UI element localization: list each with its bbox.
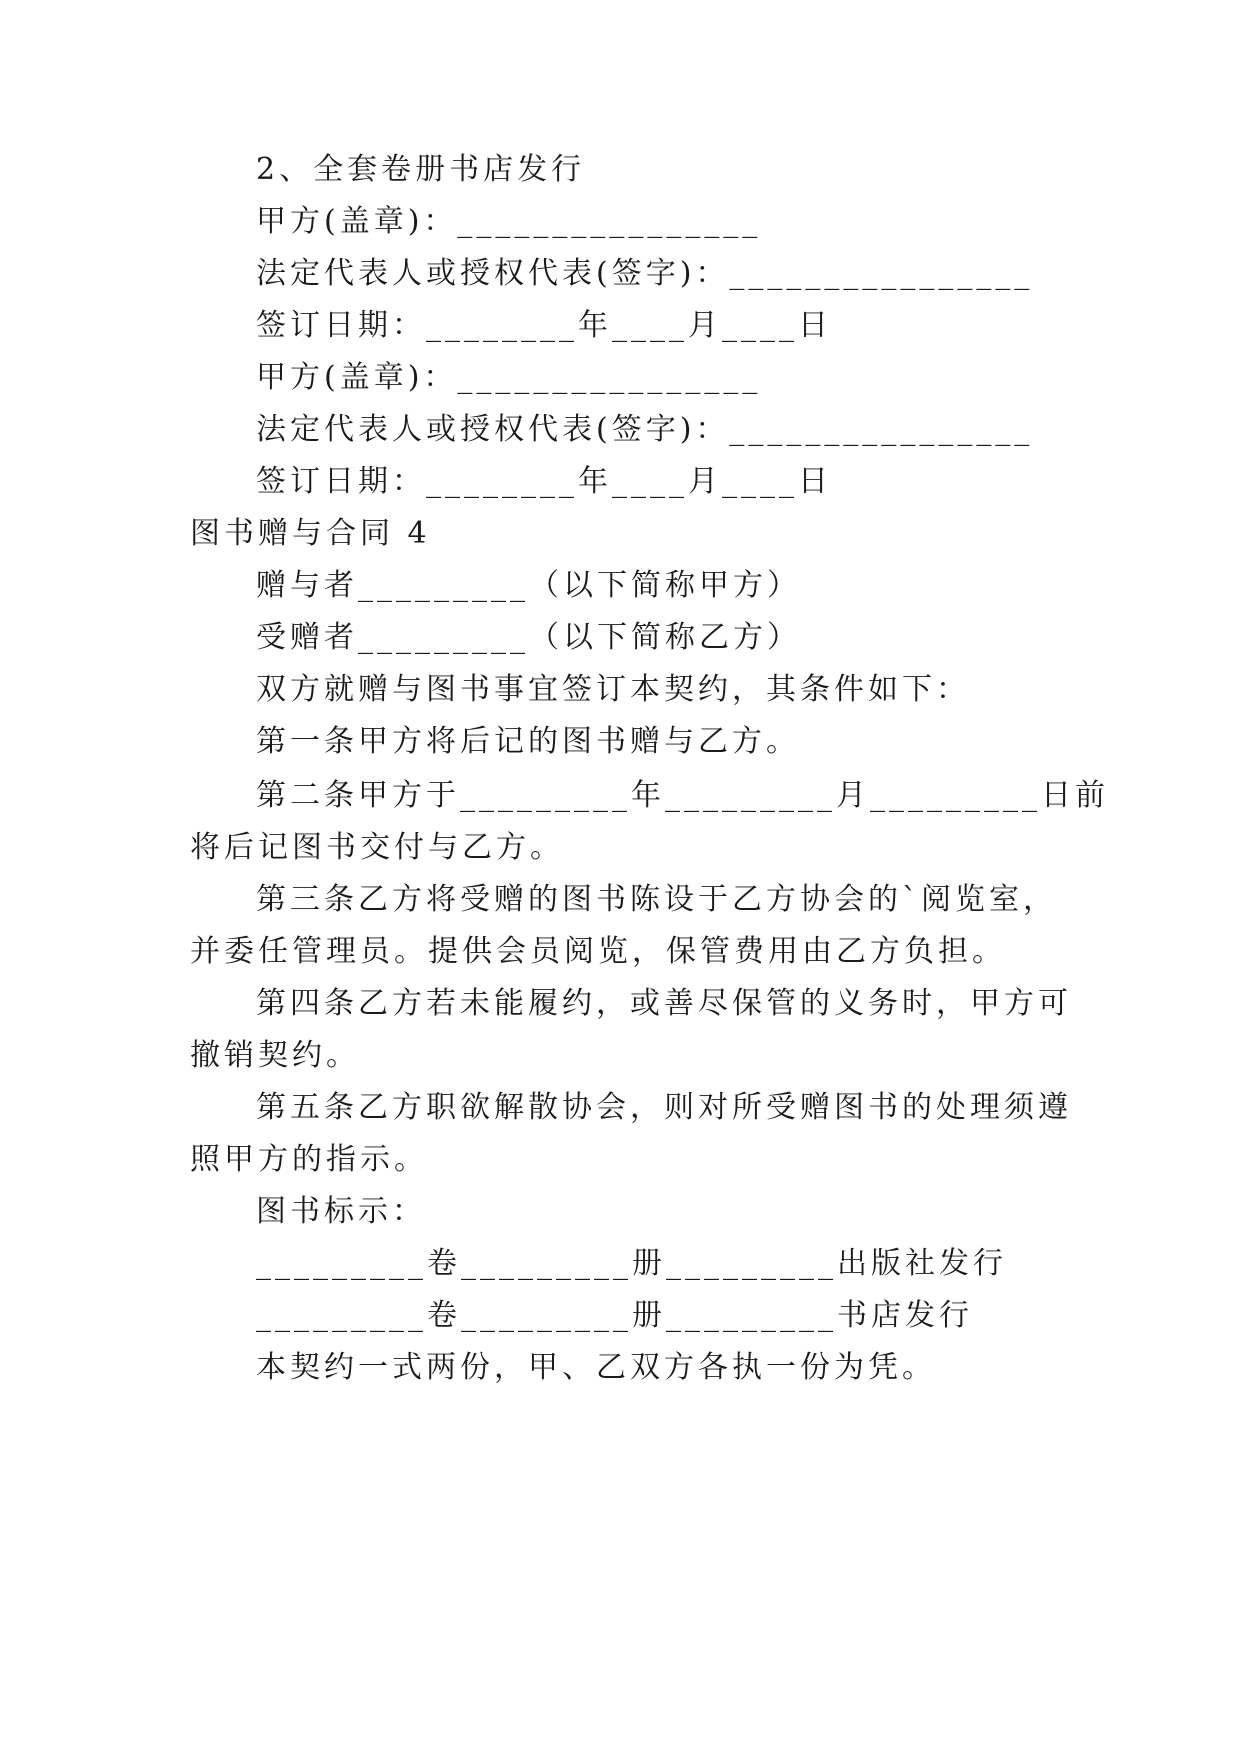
- copies-clause: 本契约一式两份，甲、乙双方各执一份为凭。: [256, 1350, 936, 1385]
- legal-representative-line: 法定代表人或授权代表(签字)：________________: [256, 256, 1034, 291]
- book-label-bookstore-line: _________卷_________册_________书店发行: [256, 1298, 973, 1333]
- article-3-continued: 并委任管理员。提供会员阅览，保管费用由乙方负担。: [190, 934, 1006, 969]
- preamble-line: 双方就赠与图书事宜签订本契约，其条件如下：: [256, 672, 970, 707]
- article-3: 第三条乙方将受赠的图书陈设于乙方协会的`阅览室，: [256, 882, 1057, 917]
- article-5: 第五条乙方职欲解散协会，则对所受赠图书的处理须遵: [256, 1090, 1072, 1125]
- donor-line: 赠与者_________（以下简称甲方）: [256, 568, 801, 603]
- contract-title: 图书赠与合同 4: [190, 516, 431, 551]
- article-5-continued: 照甲方的指示。: [190, 1142, 428, 1177]
- signing-date-line: 签订日期：________年____月____日: [256, 464, 832, 499]
- article-4-continued: 撤销契约。: [190, 1038, 360, 1073]
- legal-representative-line: 法定代表人或授权代表(签字)：________________: [256, 412, 1034, 447]
- article-2: 第二条甲方于_________年_________月_________日前: [256, 778, 1109, 813]
- book-label-publisher-line: _________卷_________册_________出版社发行: [256, 1246, 1007, 1281]
- article-1: 第一条甲方将后记的图书赠与乙方。: [256, 724, 800, 759]
- article-2-continued: 将后记图书交付与乙方。: [190, 830, 564, 865]
- list-item-volume-bookstore: 2、全套卷册书店发行: [256, 152, 586, 187]
- article-4: 第四条乙方若未能履约，或善尽保管的义务时，甲方可: [256, 986, 1072, 1021]
- recipient-line: 受赠者_________（以下简称乙方）: [256, 620, 801, 655]
- signing-date-line: 签订日期：________年____月____日: [256, 308, 832, 343]
- book-labels-heading: 图书标示：: [256, 1194, 426, 1229]
- party-a-seal-line: 甲方(盖章)：________________: [256, 204, 762, 239]
- party-a-seal-line: 甲方(盖章)：________________: [256, 360, 762, 395]
